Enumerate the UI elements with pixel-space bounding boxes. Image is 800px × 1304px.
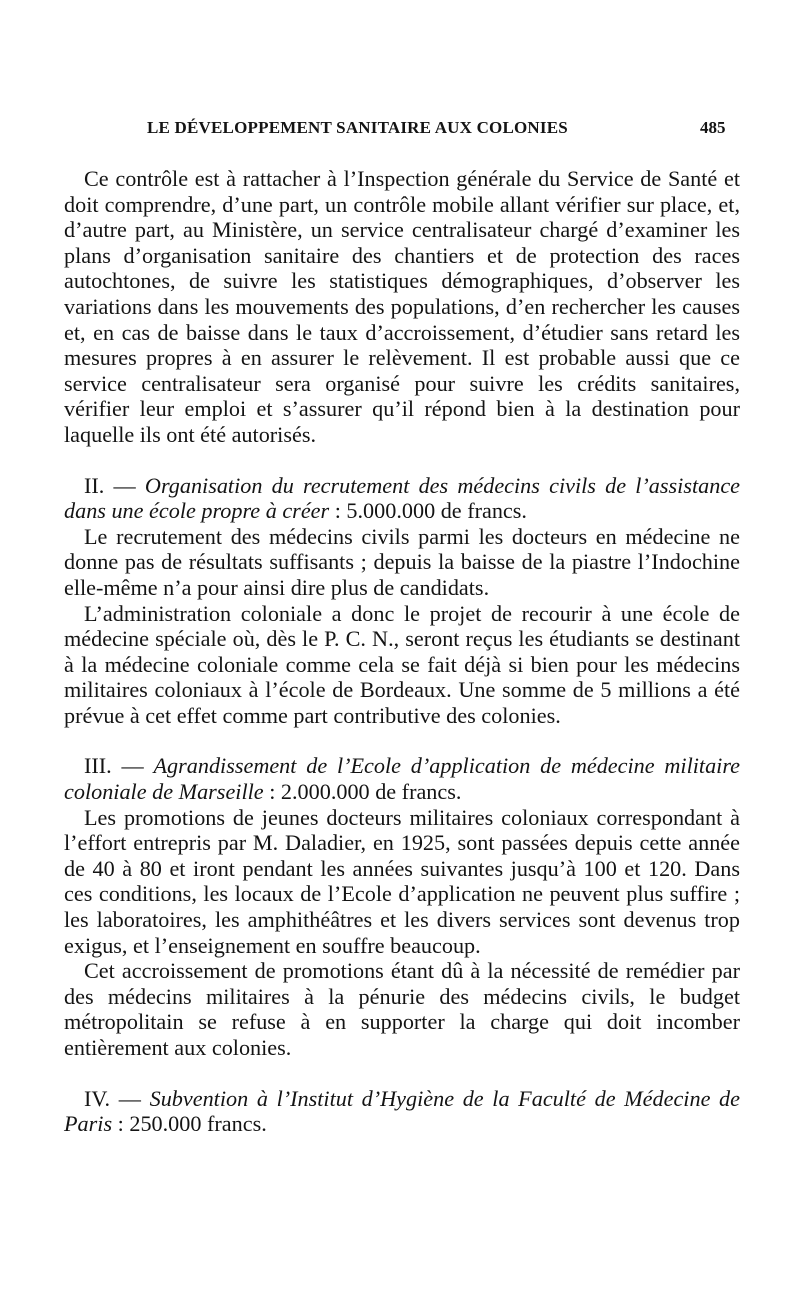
body-text — [64, 166, 740, 1137]
section-heading-ii — [64, 473, 740, 524]
section-amount-iv: : 250.000 francs. — [117, 1111, 267, 1137]
section-number-iii: III. — — [84, 753, 144, 779]
section-heading-iii — [64, 753, 740, 804]
section-title-ii: Organisation du recrutement des médecins civils de l’assistance dans une école propre à créer — [64, 472, 741, 524]
running-title: LE DÉVELOPPEMENT SANITAIRE AUX COLONIES — [147, 118, 568, 137]
paragraph-inspection-control: Ce contrôle est à rattacher à l’Inspection générale du Service de Santé et doit comprendre, d’une part, un contrôle mobile allant vérifier sur place, et, d’autre part, au Ministère, un service centralisateur chargé d’examiner les plans d’organisation sanitaire des chantiers et de protection des races autochtones, de suivre les statistiques démographiques, d’observer les variations dans les mouvements des populations, d’en rechercher les causes et, en cas de baisse dans le taux d’accroissement, d’étudier sans retard les mesures propres à en assurer le relèvement. Il est probable aussi que ce service centralisateur sera organisé pour suivre les crédits sanitaires, vérifier leur emploi et s’assurer qu’il répond bien à la destination pour laquelle ils ont été autorisés. — [64, 166, 740, 447]
paragraph-budget: Cet accroissement de promotions étant dû à la nécessité de remédier par des médecins militaires à la pénurie des médecins civils, le budget métropolitain se refuse à en supporter la charge qui doit incomber entièrement aux colonies. — [64, 958, 740, 1060]
section-title-iv: Subvention à l’Institut d’Hygiène de la Faculté de Médecine de Paris — [64, 1085, 741, 1137]
section-heading-iv — [64, 1086, 740, 1137]
running-head — [0, 118, 800, 148]
paragraph-recruitment: Le recrutement des médecins civils parmi les docteurs en médecine ne donne pas de résultats suffisants ; depuis la baisse de la piastre l’Indochine elle-même n’a pour ainsi dire plus de candidats. — [64, 523, 740, 600]
section-number-iv: IV. — — [84, 1085, 141, 1111]
paragraph-school-project: L’administration coloniale a donc le projet de recourir à une école de médecine spéciale où, dès le P. C. N., seront reçus les étudiants se destinant à la médecine coloniale comme cela se fait déjà si bien pour les médecins militaires coloniaux à l’école de Bordeaux. Une somme de 5 millions a été prévue à cet effet comme part contributive des colonies. — [64, 600, 740, 728]
paragraph-promotions: Les promotions de jeunes docteurs militaires coloniaux correspondant à l’effort entrepris par M. Daladier, en 1925, sont passées depuis cette année de 40 à 80 et iront pendant les années suivantes jusqu’à 100 et 120. Dans ces conditions, les locaux de l’Ecole d’application ne peuvent plus suffire ; les laboratoires, les amphithéâtres et les divers services sont devenus trop exigus, et l’enseignement en souffre beaucoup. — [64, 804, 740, 958]
section-title-iii: Agrandissement de l’Ecole d’application de médecine militaire coloniale de Marseille — [64, 753, 740, 805]
section-amount-iii: : 2.000.000 de francs. — [269, 779, 462, 805]
section-number-ii: II. — — [84, 472, 136, 498]
page-number: 485 — [700, 118, 726, 137]
section-amount-ii: : 5.000.000 de francs. — [334, 498, 527, 524]
